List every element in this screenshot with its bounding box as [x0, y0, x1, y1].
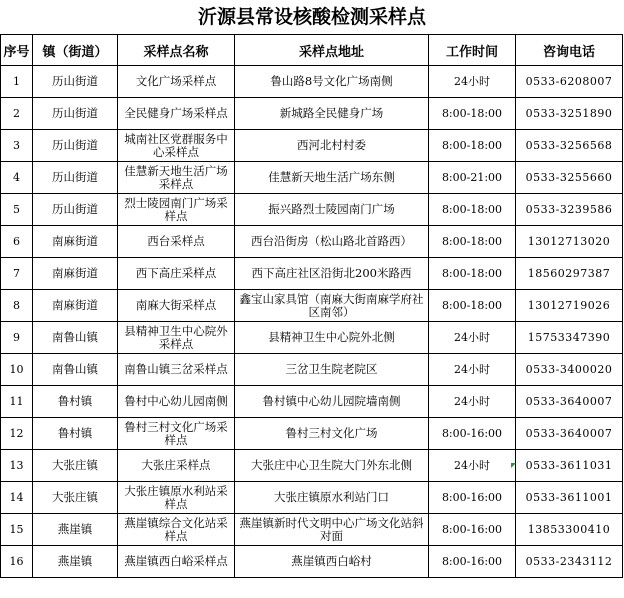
sampling-sites-table	[0, 34, 623, 578]
cell-town: 历山街道	[33, 66, 118, 98]
cell-seq: 5	[1, 194, 33, 226]
cell-seq: 10	[1, 354, 33, 386]
cell-town: 历山街道	[33, 162, 118, 194]
cell-site-name: 县精神卫生中心院外采样点	[118, 322, 235, 354]
cell-work-hours: 8:00-18:00	[429, 226, 516, 258]
cell-site-address: 燕崖镇西白峪村	[235, 546, 429, 578]
header-site-address: 采样点地址	[235, 35, 429, 66]
cell-work-hours: 8:00-18:00	[429, 290, 516, 322]
cell-phone: 0533-3239586	[516, 194, 623, 226]
cell-town: 历山街道	[33, 98, 118, 130]
cell-site-address: 新城路全民健身广场	[235, 98, 429, 130]
cell-town: 南麻街道	[33, 226, 118, 258]
cell-phone: 13853300410	[516, 514, 623, 546]
cell-work-hours: 24小时	[429, 450, 516, 482]
cell-town: 大张庄镇	[33, 482, 118, 514]
table-row	[1, 322, 623, 354]
cell-town: 燕崖镇	[33, 514, 118, 546]
cell-seq: 4	[1, 162, 33, 194]
table-row	[1, 482, 623, 514]
table-row	[1, 546, 623, 578]
cell-seq: 13	[1, 450, 33, 482]
cell-site-name: 大张庄采样点	[118, 450, 235, 482]
cell-site-address: 西下高庄社区沿街北200米路西	[235, 258, 429, 290]
cell-work-hours: 8:00-18:00	[429, 194, 516, 226]
cell-town: 历山街道	[33, 194, 118, 226]
table-row	[1, 514, 623, 546]
cell-work-hours: 24小时	[429, 322, 516, 354]
cell-seq: 7	[1, 258, 33, 290]
cell-phone: 0533-3611001	[516, 482, 623, 514]
cell-site-name: 西台采样点	[118, 226, 235, 258]
cell-town: 燕崖镇	[33, 546, 118, 578]
cell-site-address: 县精神卫生中心院外北侧	[235, 322, 429, 354]
table-row	[1, 386, 623, 418]
table-row	[1, 130, 623, 162]
cell-seq: 9	[1, 322, 33, 354]
cell-site-address: 燕崖镇新时代文明中心广场文化站斜对面	[235, 514, 429, 546]
table-row	[1, 290, 623, 322]
cell-phone: 0533-3640007	[516, 386, 623, 418]
cell-site-name: 南鲁山镇三岔采样点	[118, 354, 235, 386]
table-row	[1, 258, 623, 290]
table-row	[1, 226, 623, 258]
cell-town: 历山街道	[33, 130, 118, 162]
cell-work-hours: 24小时	[429, 354, 516, 386]
table-row	[1, 194, 623, 226]
cell-phone: 0533-2343112	[516, 546, 623, 578]
cell-phone: 0533-3256568	[516, 130, 623, 162]
cell-town: 南鲁山镇	[33, 322, 118, 354]
cell-site-name: 鲁村三村文化广场采样点	[118, 418, 235, 450]
cell-site-name: 城南社区党群服务中心采样点	[118, 130, 235, 162]
cell-work-hours: 24小时	[429, 386, 516, 418]
cell-town: 南鲁山镇	[33, 354, 118, 386]
cell-phone: 15753347390	[516, 322, 623, 354]
cell-seq: 6	[1, 226, 33, 258]
cell-phone: 0533-3611031	[516, 450, 623, 482]
cell-phone: 13012713020	[516, 226, 623, 258]
table-row	[1, 98, 623, 130]
cell-site-address: 鲁村镇中心幼儿园院墙南侧	[235, 386, 429, 418]
cell-site-name: 文化广场采样点	[118, 66, 235, 98]
cell-work-hours: 24小时	[429, 66, 516, 98]
cell-site-address: 西河北村村委	[235, 130, 429, 162]
cell-town: 鲁村镇	[33, 386, 118, 418]
cell-work-hours: 8:00-16:00	[429, 514, 516, 546]
cell-phone: 0533-3640007	[516, 418, 623, 450]
cell-site-name: 西下高庄采样点	[118, 258, 235, 290]
table-row	[1, 66, 623, 98]
cell-site-name: 鲁村中心幼儿园南侧	[118, 386, 235, 418]
cell-work-hours: 8:00-18:00	[429, 258, 516, 290]
cell-site-name: 大张庄镇原水利站采样点	[118, 482, 235, 514]
cell-phone: 0533-3400020	[516, 354, 623, 386]
cell-site-address: 振兴路烈士陵园南门广场	[235, 194, 429, 226]
header-row	[1, 35, 623, 66]
cell-site-name: 南麻大街采样点	[118, 290, 235, 322]
cell-site-name: 燕崖镇综合文化站采样点	[118, 514, 235, 546]
cell-seq: 12	[1, 418, 33, 450]
cell-work-hours: 8:00-16:00	[429, 482, 516, 514]
table-row	[1, 354, 623, 386]
cell-town: 南麻街道	[33, 290, 118, 322]
cell-phone: 18560297387	[516, 258, 623, 290]
cell-work-hours: 8:00-18:00	[429, 98, 516, 130]
cell-seq: 15	[1, 514, 33, 546]
table-row	[1, 418, 623, 450]
cell-work-hours: 8:00-16:00	[429, 418, 516, 450]
cell-phone: 0533-6208007	[516, 66, 623, 98]
sheet-title: 沂源县常设核酸检测采样点	[197, 6, 426, 28]
cell-town: 南麻街道	[33, 258, 118, 290]
header-site-name: 采样点名称	[118, 35, 235, 66]
table-row	[1, 450, 623, 482]
cell-site-address: 大张庄中心卫生院大门外东北侧	[235, 450, 429, 482]
header-phone: 咨询电话	[516, 35, 623, 66]
cell-site-address: 三岔卫生院老院区	[235, 354, 429, 386]
cell-site-address: 鲁村三村文化广场	[235, 418, 429, 450]
cell-work-hours: 8:00-21:00	[429, 162, 516, 194]
cell-site-address: 鑫宝山家具馆（南麻大街南麻学府社区南邻）	[235, 290, 429, 322]
cell-town: 大张庄镇	[33, 450, 118, 482]
cell-site-address: 西台沿街房（松山路北首路西）	[235, 226, 429, 258]
cell-site-name: 佳慧新天地生活广场采样点	[118, 162, 235, 194]
cell-site-address: 佳慧新天地生活广场东侧	[235, 162, 429, 194]
cell-site-name: 燕崖镇西白峪采样点	[118, 546, 235, 578]
cell-phone: 13012719026	[516, 290, 623, 322]
cell-seq: 1	[1, 66, 33, 98]
table-body	[1, 66, 623, 578]
cell-comment-marker	[511, 463, 516, 468]
header-seq: 序号	[1, 35, 33, 66]
cell-seq: 3	[1, 130, 33, 162]
header-work-hours: 工作时间	[429, 35, 516, 66]
cell-site-address: 大张庄镇原水利站门口	[235, 482, 429, 514]
table-row	[1, 162, 623, 194]
cell-town: 鲁村镇	[33, 418, 118, 450]
cell-seq: 14	[1, 482, 33, 514]
cell-phone: 0533-3255660	[516, 162, 623, 194]
cell-phone: 0533-3251890	[516, 98, 623, 130]
header-town: 镇（街道）	[33, 35, 118, 66]
cell-seq: 2	[1, 98, 33, 130]
cell-work-hours: 8:00-16:00	[429, 546, 516, 578]
cell-site-address: 鲁山路8号文化广场南侧	[235, 66, 429, 98]
cell-seq: 16	[1, 546, 33, 578]
cell-site-name: 全民健身广场采样点	[118, 98, 235, 130]
cell-site-name: 烈士陵园南门广场采样点	[118, 194, 235, 226]
cell-seq: 8	[1, 290, 33, 322]
cell-seq: 11	[1, 386, 33, 418]
cell-work-hours: 8:00-18:00	[429, 130, 516, 162]
